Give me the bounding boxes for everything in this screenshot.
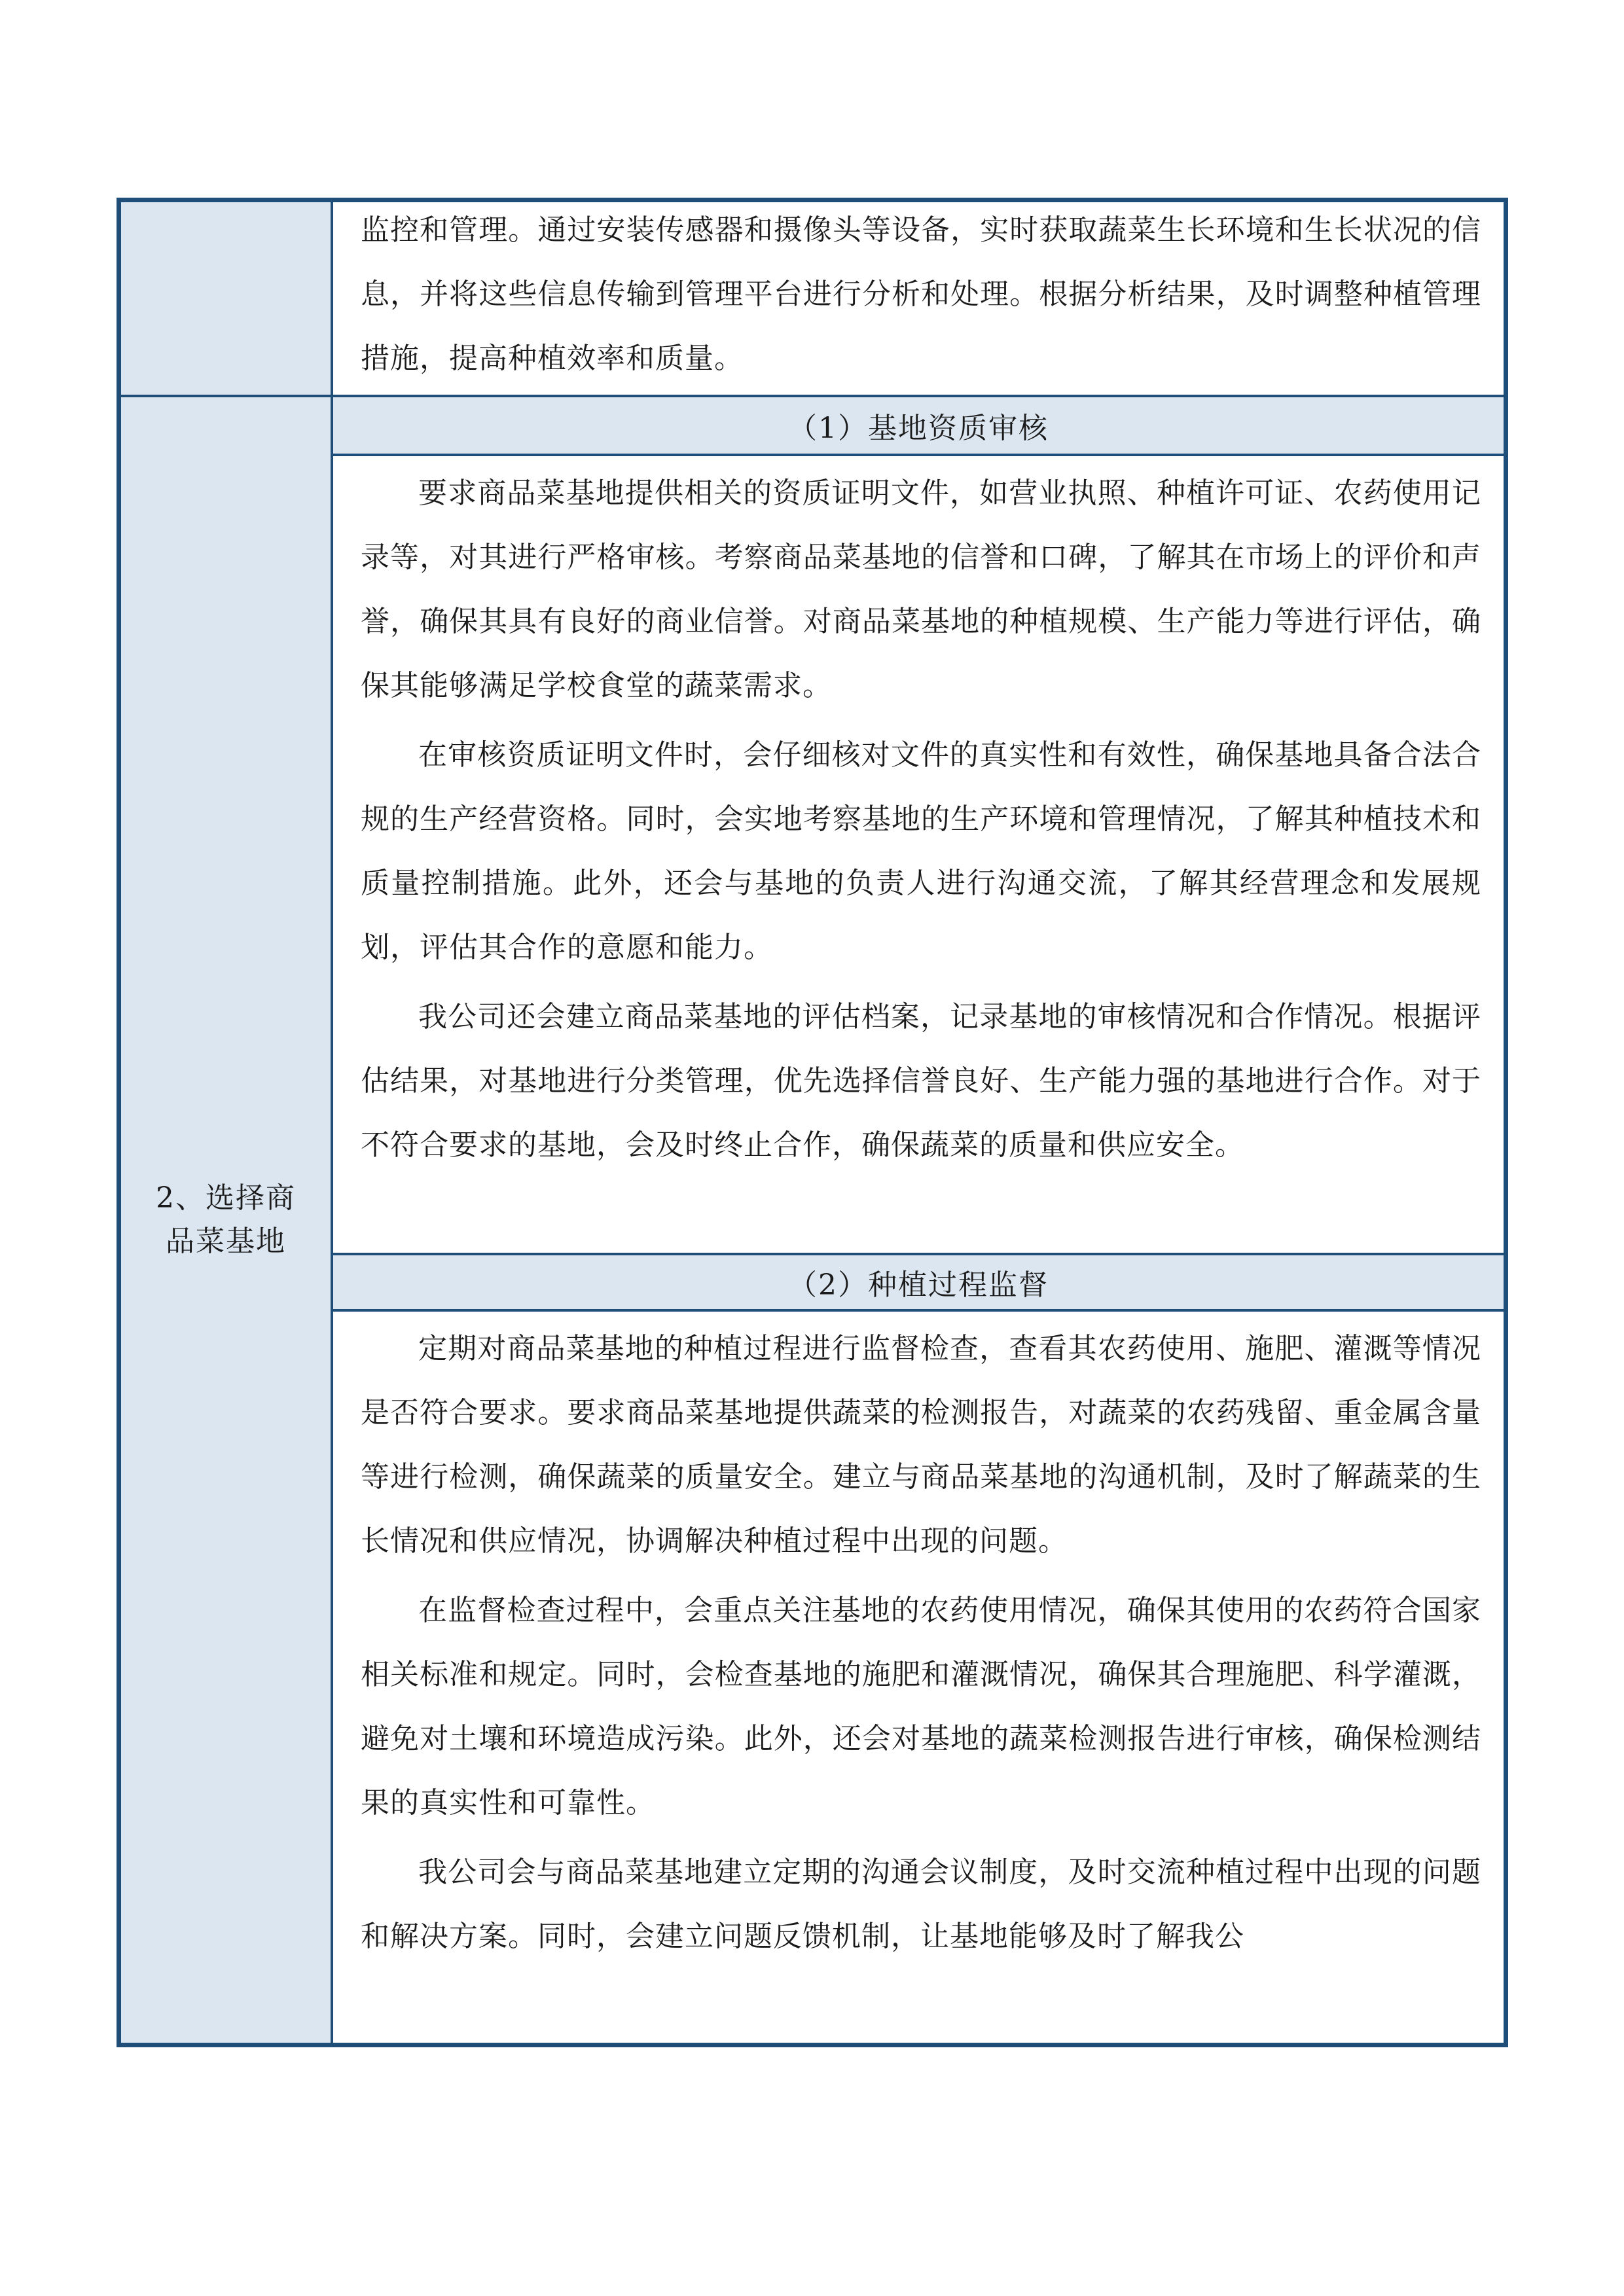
table-cell-right-content bbox=[333, 397, 1504, 2043]
table-cell-right-continued bbox=[333, 202, 1504, 397]
paragraph: 我公司还会建立商品菜基地的评估档案，记录基地的审核情况和合作情况。根据评估结果，对基地进行分类管理，优先选择信誉良好、生产能力强的基地进行合作。对于不符合要求的基地，会及时终止合作，确保蔬菜的质量和供应安全。 bbox=[361, 1000, 1481, 1162]
continued-paragraph: 监控和管理。通过安装传感器和摄像头等设备，实时获取蔬菜生长环境和生长状况的信息，并将这些信息传输到管理平台进行分析和处理。根据分析结果，及时调整种植管理措施，提高种植效率和质量。 bbox=[361, 213, 1481, 375]
table-cell-left-category bbox=[121, 397, 333, 2043]
section-body-supervision bbox=[333, 1312, 1504, 1978]
section-header-supervision: （2）种植过程监督 bbox=[333, 1253, 1504, 1312]
content-table bbox=[117, 198, 1508, 2047]
paragraph: 要求商品菜基地提供相关的资质证明文件，如营业执照、种植许可证、农药使用记录等，对其进行严格审核。考察商品菜基地的信誉和口碑，了解其在市场上的评价和声誉，确保其具有良好的商业信誉。对商品菜基地的种植规模、生产能力等进行评估，确保其能够满足学校食堂的蔬菜需求。 bbox=[361, 476, 1481, 702]
paragraph: 我公司会与商品菜基地建立定期的沟通会议制度，及时交流种植过程中出现的问题和解决方案。同时，会建立问题反馈机制，让基地能够及时了解我公 bbox=[361, 1856, 1481, 1953]
paragraph: 在监督检查过程中，会重点关注基地的农药使用情况，确保其使用的农药符合国家相关标准和规定。同时，会检查基地的施肥和灌溉情况，确保其合理施肥、科学灌溉，避免对土壤和环境造成污染。此外，还会对基地的蔬菜检测报告进行审核，确保检测结果的真实性和可靠性。 bbox=[361, 1594, 1481, 1820]
table-cell-left-continued bbox=[121, 202, 333, 397]
paragraph: 在审核资质证明文件时，会仔细核对文件的真实性和有效性，确保基地具备合法合规的生产经营资格。同时，会实地考察基地的生产环境和管理情况，了解其种植技术和质量控制措施。此外，还会与基地的负责人进行沟通交流，了解其经营理念和发展规划，评估其合作的意愿和能力。 bbox=[361, 738, 1481, 964]
section-header-qualification: （1）基地资质审核 bbox=[333, 397, 1504, 456]
paragraph: 定期对商品菜基地的种植过程进行监督检查，查看其农药使用、施肥、灌溉等情况是否符合要求。要求商品菜基地提供蔬菜的检测报告，对蔬菜的农药残留、重金属含量等进行检测，确保蔬菜的质量安全。建立与商品菜基地的沟通机制，及时了解蔬菜的生长情况和供应情况，协调解决种植过程中出现的问题。 bbox=[361, 1332, 1481, 1558]
section-body-qualification bbox=[333, 456, 1504, 1253]
category-label: 2、选择商品菜基地 bbox=[156, 1181, 296, 1258]
